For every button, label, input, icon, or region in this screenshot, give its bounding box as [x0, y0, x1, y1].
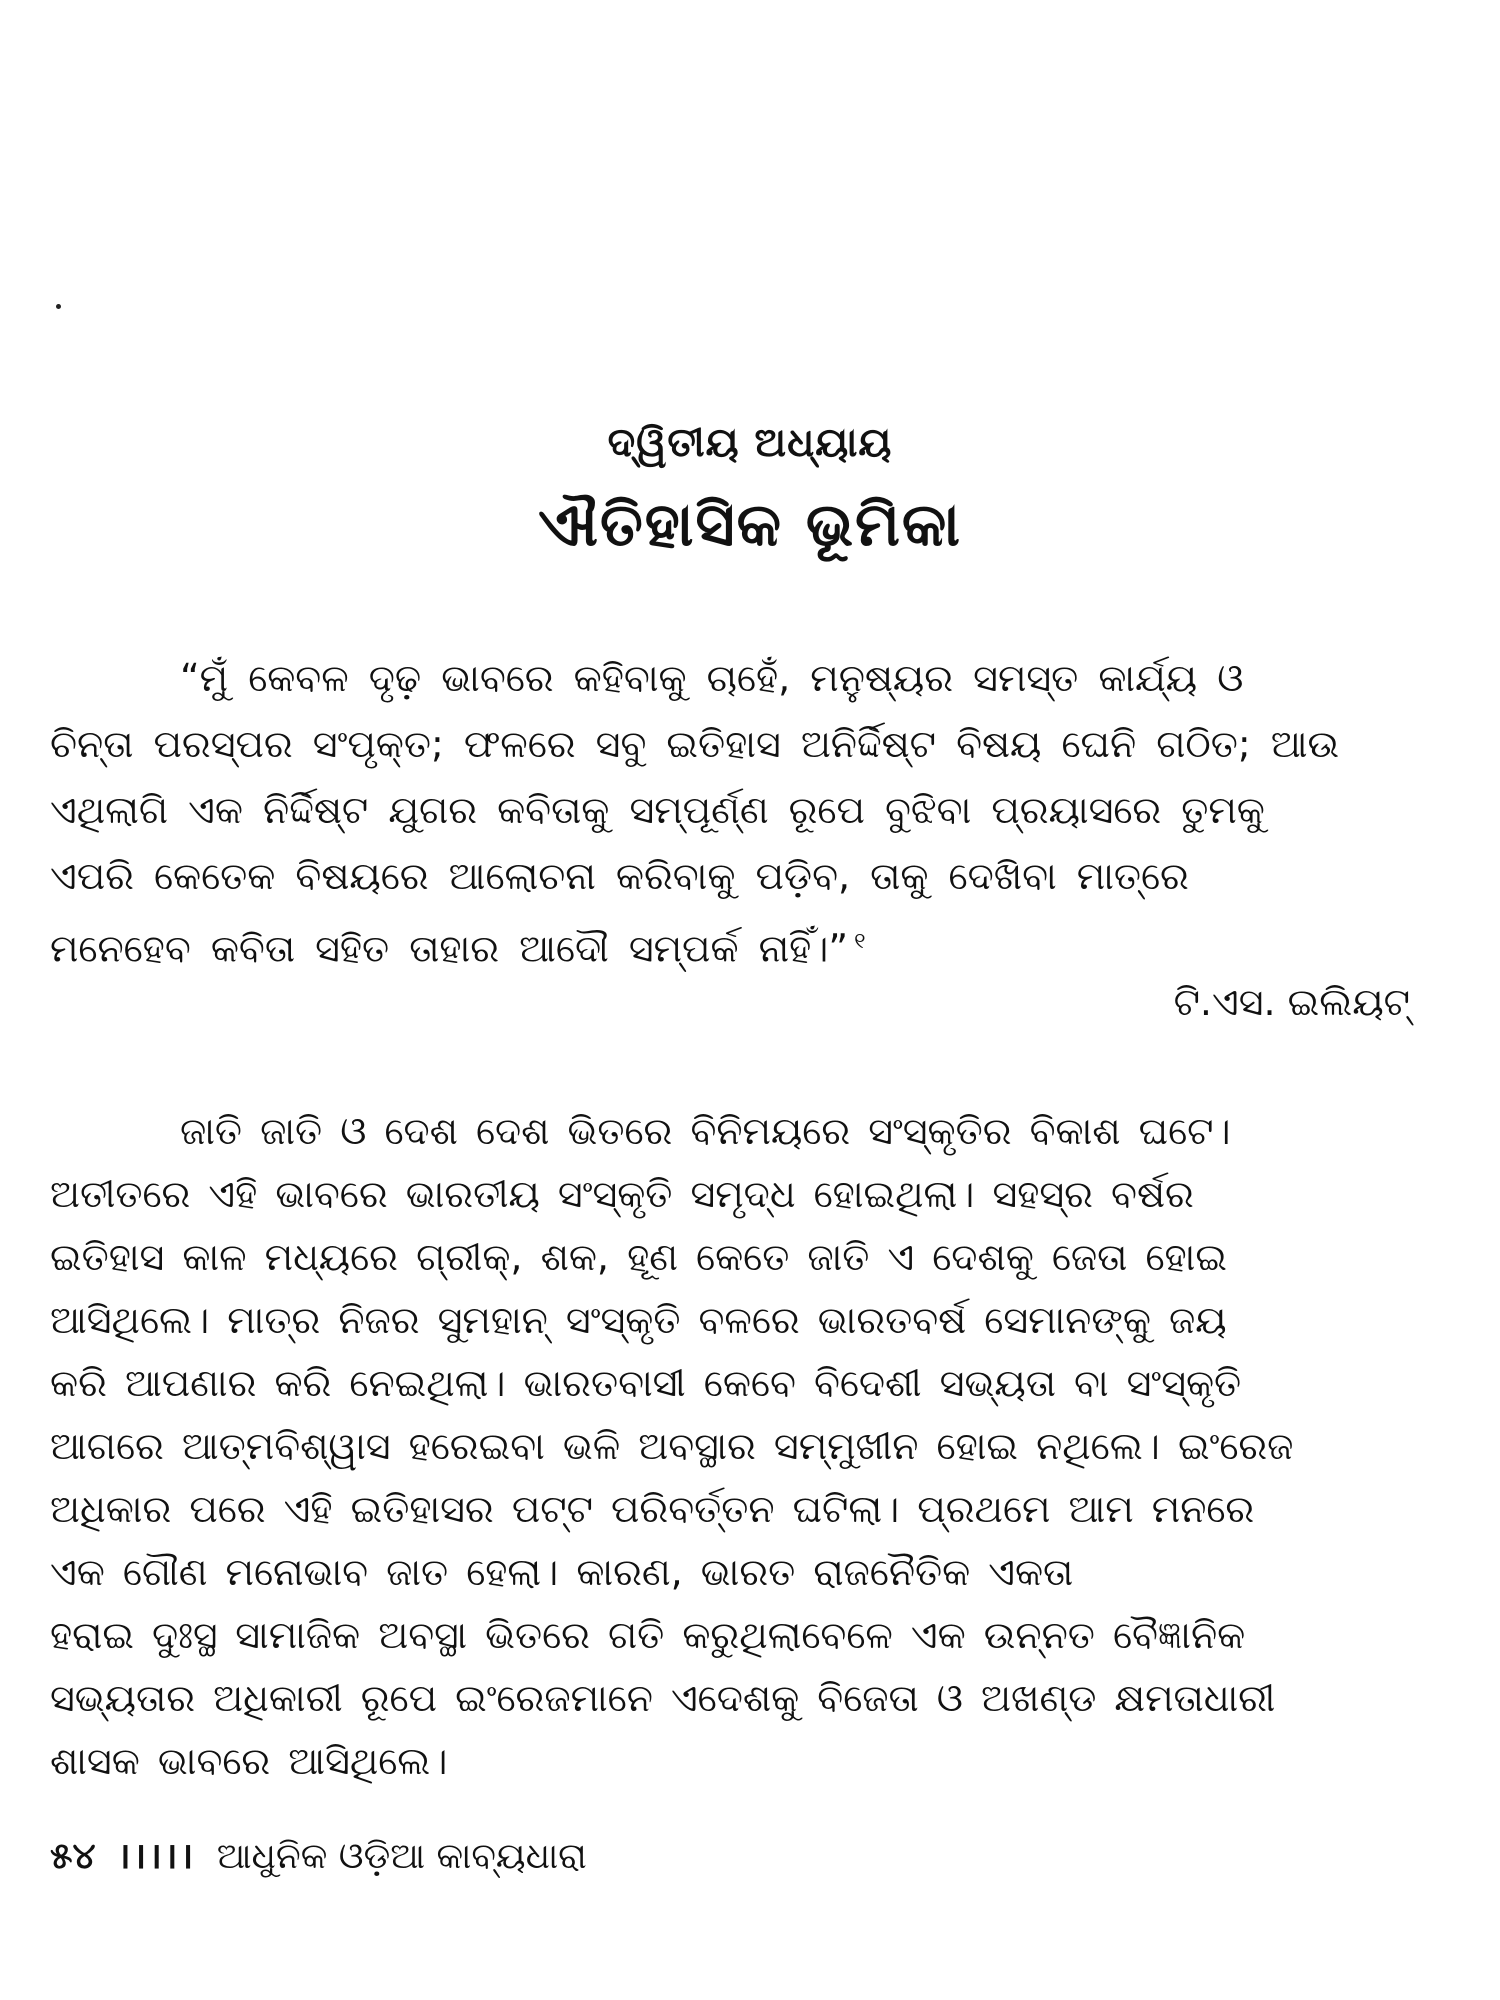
body-line: ଅତୀତରେ ଏହି ଭାବରେ ଭାରତୀୟ ସଂସ୍କୃତି ସମୃଦ୍ଧ ହୋଇଥିଲା। ସହସ୍ର ବର୍ଷର [50, 1172, 1194, 1216]
quote-line: ଚିନ୍ତା ପରସ୍ପର ସଂପୃକ୍ତ; ଫଳରେ ସବୁ ଇତିହାସ ଅନିର୍ଦ୍ଦିଷ୍ଟ ବିଷୟ ଘେନି ଗଠିତ; ଆଉ [50, 722, 1340, 766]
quote-line: ଏପରି କେତେକ ବିଷୟରେ ଆଲୋଚନା କରିବାକୁ ପଡ଼ିବ, ତାକୁ ଦେଖିବା ମାତ୍ରେ [50, 854, 1189, 898]
page-footer [50, 1830, 587, 1879]
body-line: ଏକ ଗୌଣ ମନୋଭାବ ଜାତ ହେଲା। କାରଣ, ଭାରତ ରାଜନୈତିକ ଏକତା [50, 1550, 1074, 1594]
footer-separator: ।।।।। [117, 1836, 196, 1877]
quote-line: ଏଥିଲାଗି ଏକ ନିର୍ଦ୍ଦିଷ୍ଟ ଯୁଗର କବିତାକୁ ସମ୍ପୂର୍ଣ୍ଣ ରୂପେ ବୁଝିବା ପ୍ରୟାସରେ ତୁମକୁ [50, 788, 1265, 832]
body-line: ଆଗରେ ଆତ୍ମବିଶ୍ୱାସ ହରେଇବା ଭଳି ଅବସ୍ଥାର ସମ୍ମୁଖୀନ ହୋଇ ନଥିଲେ। ଇଂରେଜ [50, 1424, 1294, 1468]
body-line: ସଭ୍ୟତାର ଅଧିକାରୀ ରୂପେ ଇଂରେଜମାନେ ଏଦେଶକୁ ବିଜେତା ଓ ଅଖଣ୍ଡ କ୍ଷମତାଧାରୀ [50, 1676, 1276, 1720]
body-line: ଅଧିକାର ପରେ ଏହି ଇତିହାସର ପଟ୍ଟ ପରିବର୍ତ୍ତନ ଘଟିଲା। ପ୍ରଥମେ ଆମ ମନରେ [50, 1487, 1255, 1531]
book-title: ଆଧୁନିକ ଓଡ଼ିଆ କାବ୍ୟଧାରା [216, 1836, 587, 1877]
chapter-title: ଐତିହାସିକ ଭୂମିକା [538, 490, 962, 560]
chapter-label: ଦ୍ୱିତୀୟ ଅଧ୍ୟାୟ [607, 420, 893, 466]
quote-attribution: ଟି.ଏସ. ଇଲିୟଟ୍ [1173, 980, 1410, 1024]
quote-line: ମନେହେବ କବିତା ସହିତ ତାହାର ଆଦୌ ସମ୍ପର୍କ ନାହିଁ।” [50, 926, 849, 971]
ink-speck [56, 304, 61, 309]
body-line: ଇତିହାସ କାଳ ମଧ୍ୟରେ ଗ୍ରୀକ୍, ଶକ, ହୂଣ କେତେ ଜାତି ଏ ଦେଶକୁ ଜେତା ହୋଇ [50, 1235, 1227, 1279]
body-line: ଶାସକ ଭାବରେ ଆସିଥିଲେ। [50, 1739, 448, 1783]
body-line: ଆସିଥିଲେ। ମାତ୍ର ନିଜର ସୁମହାନ୍ ସଂସ୍କୃତି ବଳରେ ଭାରତବର୍ଷ ସେମାନଙ୍କୁ ଜୟ [50, 1298, 1227, 1342]
page-number: ୫୪ [50, 1836, 96, 1877]
footnote-mark: ୧ [854, 929, 866, 954]
body-line: କରି ଆପଣାର କରି ନେଇଥିଲା। ଭାରତବାସୀ କେବେ ବିଦେଶୀ ସଭ୍ୟତା ବା ସଂସ୍କୃତି [50, 1361, 1242, 1405]
body-line: ଜାତି ଜାତି ଓ ଦେଶ ଦେଶ ଭିତରେ ବିନିମୟରେ ସଂସ୍କୃତିର ବିକାଶ ଘଟେ। [180, 1109, 1231, 1153]
quote-line: “ମୁଁ କେବଳ ଦୃଢ଼ ଭାବରେ କହିବାକୁ ଚାହେଁ, ମନୁଷ୍ୟର ସମସ୍ତ କାର୍ଯ୍ୟ ଓ [180, 656, 1244, 700]
body-paragraph [50, 1100, 1450, 1793]
epigraph-quote [50, 645, 1450, 982]
body-line: ହରାଇ ଦୁଃସ୍ଥ ସାମାଜିକ ଅବସ୍ଥା ଭିତରେ ଗତି କରୁଥିଲାବେଳେ ଏକ ଉନ୍ନତ ବୈଜ୍ଞାନିକ [50, 1613, 1246, 1657]
quote-line-last [50, 909, 1450, 982]
